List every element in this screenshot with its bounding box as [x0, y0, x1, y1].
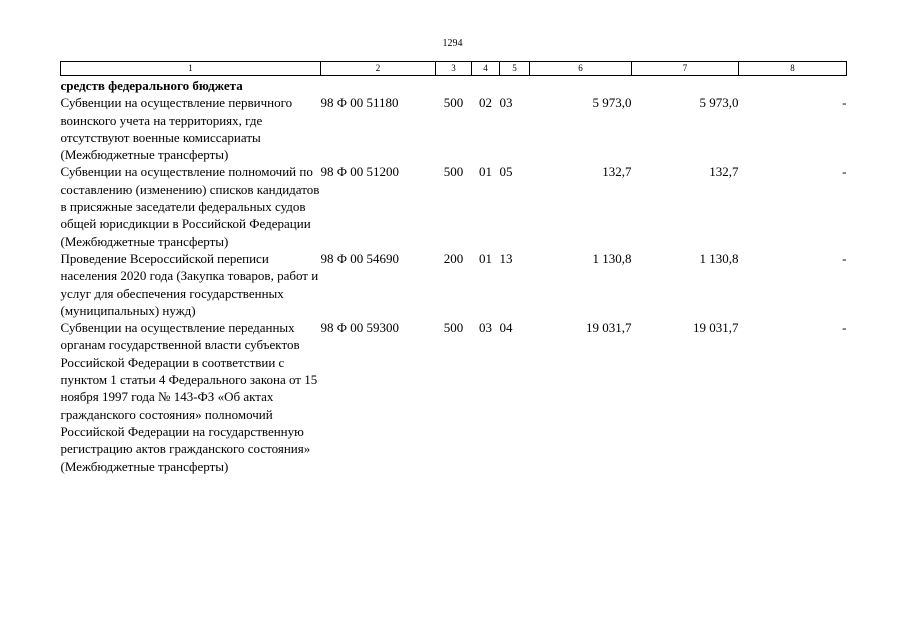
- page-number: 1294: [442, 38, 463, 49]
- row-amount-col6: 5 973,0: [592, 95, 632, 111]
- column-header: 3: [436, 62, 472, 76]
- row-type: 500: [443, 95, 464, 111]
- column-header: 6: [530, 62, 632, 76]
- row-amount-col8: -: [842, 164, 847, 180]
- row-section: 01: [479, 250, 492, 266]
- row-amount-col8: -: [842, 320, 847, 336]
- row-code: 98 Ф 00 54690: [320, 250, 400, 266]
- row-amount-col8: -: [842, 250, 847, 266]
- row-code: 98 Ф 00 51180: [320, 95, 399, 111]
- row-subsection: 05: [499, 164, 513, 180]
- table-row: [61, 319, 847, 475]
- row-amount-col6: 1 130,8: [592, 250, 632, 266]
- row-description: Субвенции на осуществление первичного воинского учета на территориях, где отсутствуют военные комиссариаты (Межбюджетные трансферты): [60, 95, 293, 163]
- column-header: 1: [61, 62, 321, 76]
- table-row: [61, 94, 847, 163]
- row-code: 98 Ф 00 51200: [320, 164, 400, 180]
- column-header: 5: [500, 62, 530, 76]
- row-description: Субвенции на осуществление переданных органам государственной власти субъектов Российской Федерации в соответствии с пунктом 1 статьи 4 Федерального закона от 15 ноября 1997 года № 143-ФЗ «Об актах гражданского состояния» полномочий Российской Федерации на государственную регистрацию актов гражданского состояния» (Межбюджетные трансферты): [60, 320, 318, 474]
- section-title-row: [61, 76, 847, 95]
- row-amount-col7: 5 973,0: [699, 95, 739, 111]
- row-type: 500: [443, 164, 464, 180]
- row-amount-col6: 132,7: [602, 164, 632, 180]
- row-type: 500: [443, 320, 464, 336]
- row-subsection: 04: [499, 320, 513, 336]
- row-amount-col6: 19 031,7: [586, 320, 632, 336]
- table-row: [61, 163, 847, 249]
- row-amount-col8: -: [842, 95, 847, 111]
- section-title: средств федерального бюджета: [60, 78, 243, 93]
- row-section: 03: [479, 320, 492, 336]
- row-amount-col7: 1 130,8: [699, 250, 739, 266]
- table-row: [61, 250, 847, 319]
- row-type: 200: [443, 250, 464, 266]
- row-section: 02: [479, 95, 492, 111]
- column-number-header-row: [61, 62, 847, 76]
- row-amount-col7: 132,7: [709, 164, 739, 180]
- row-section: 01: [479, 164, 492, 180]
- row-subsection: 03: [499, 95, 513, 111]
- budget-table: [60, 61, 847, 475]
- column-header: 2: [321, 62, 436, 76]
- column-header: 4: [472, 62, 500, 76]
- row-code: 98 Ф 00 59300: [320, 320, 400, 336]
- column-header: 7: [632, 62, 739, 76]
- row-description: Субвенции на осуществление полномочий по составлению (изменению) списков кандидатов в присяжные заседатели федеральных судов общей юрисдикции в Российской Федерации (Межбюджетные трансферты): [60, 164, 320, 249]
- column-header: 8: [739, 62, 847, 76]
- row-subsection: 13: [499, 250, 513, 266]
- row-description: Проведение Всероссийской переписи населения 2020 года (Закупка товаров, работ и услуг для обеспечения государственных (муниципальных) нужд): [60, 250, 319, 318]
- row-amount-col7: 19 031,7: [693, 320, 739, 336]
